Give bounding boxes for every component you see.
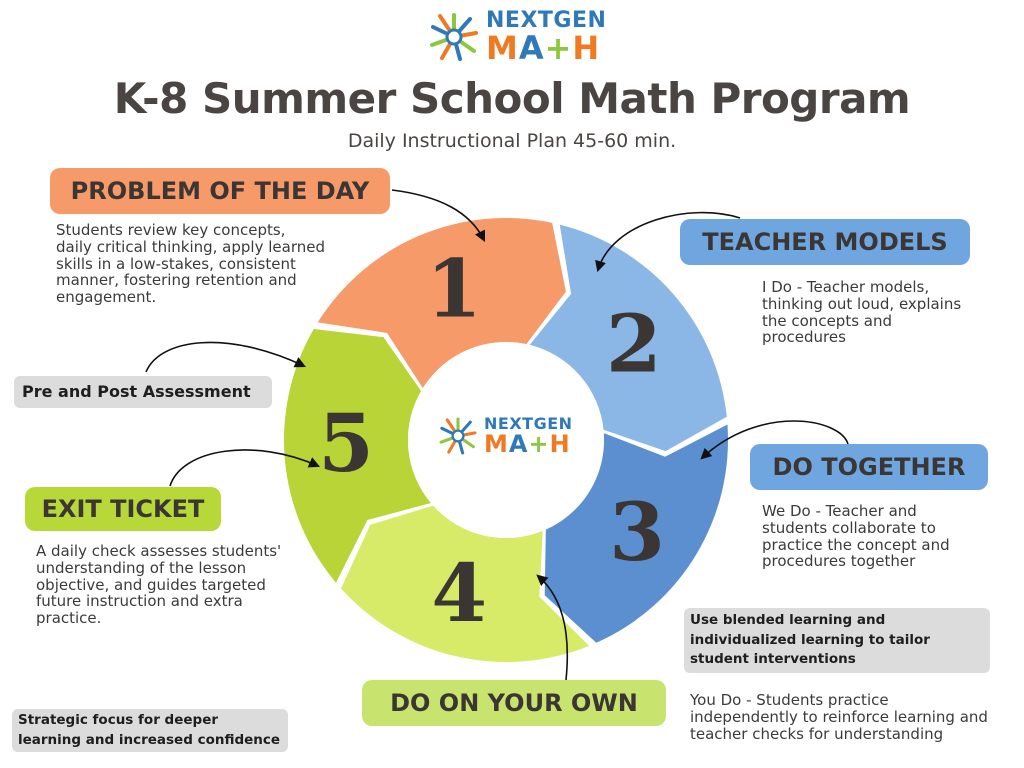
center-logo-burst-icon	[438, 416, 478, 456]
step2-number: 2	[605, 296, 662, 391]
page-subtitle: Daily Instructional Plan 45-60 min.	[347, 130, 677, 152]
step1-title: PROBLEM OF THE DAY	[50, 168, 390, 214]
blended-learning-note: Use blended learning and individualized learning to tailor student interventions	[684, 608, 990, 673]
step1-description: Students review key concepts, daily critical thinking, apply learned skills in a low-stakes, consistent manner, fostering retention and engagement.	[56, 221, 325, 307]
step4-description: You Do - Students practice independently to reinforce learning and teacher checks for understanding	[690, 691, 988, 743]
step1-number: 1	[426, 241, 482, 336]
step3-description: We Do - Teacher and students collaborate to practice the concept and procedures together	[762, 502, 950, 571]
center-logo-next-text: NEXTGEN	[484, 414, 573, 433]
logo-math-text: MA+H	[486, 29, 601, 67]
step5-description: A daily check assesses students' understanding of the lesson objective, and guides targeted future instruction and extra practice.	[36, 542, 282, 628]
step3-number: 3	[609, 484, 665, 579]
step4-title: DO ON YOUR OWN	[362, 680, 666, 726]
center-logo	[438, 416, 573, 456]
step2-description: I Do - Teacher models, thinking out loud, explains the concepts and procedures	[762, 278, 962, 347]
step3-title: DO TOGETHER	[750, 444, 988, 490]
step4-number: 4	[431, 546, 488, 641]
logo-next-text: NEXTGEN	[486, 8, 607, 33]
center-logo-math-text: MA+H	[484, 430, 571, 458]
assessment-note: Pre and Post Assessment	[14, 376, 272, 408]
step5-number: 5	[318, 395, 374, 490]
step5-title: EXIT TICKET	[25, 487, 221, 531]
strategic-focus-note: Strategic focus for deeper learning and increased confidence	[12, 709, 288, 752]
step2-title: TEACHER MODELS	[680, 219, 970, 265]
page-title: K-8 Summer School Math Program	[113, 74, 911, 123]
arrow-assessment	[146, 342, 304, 372]
